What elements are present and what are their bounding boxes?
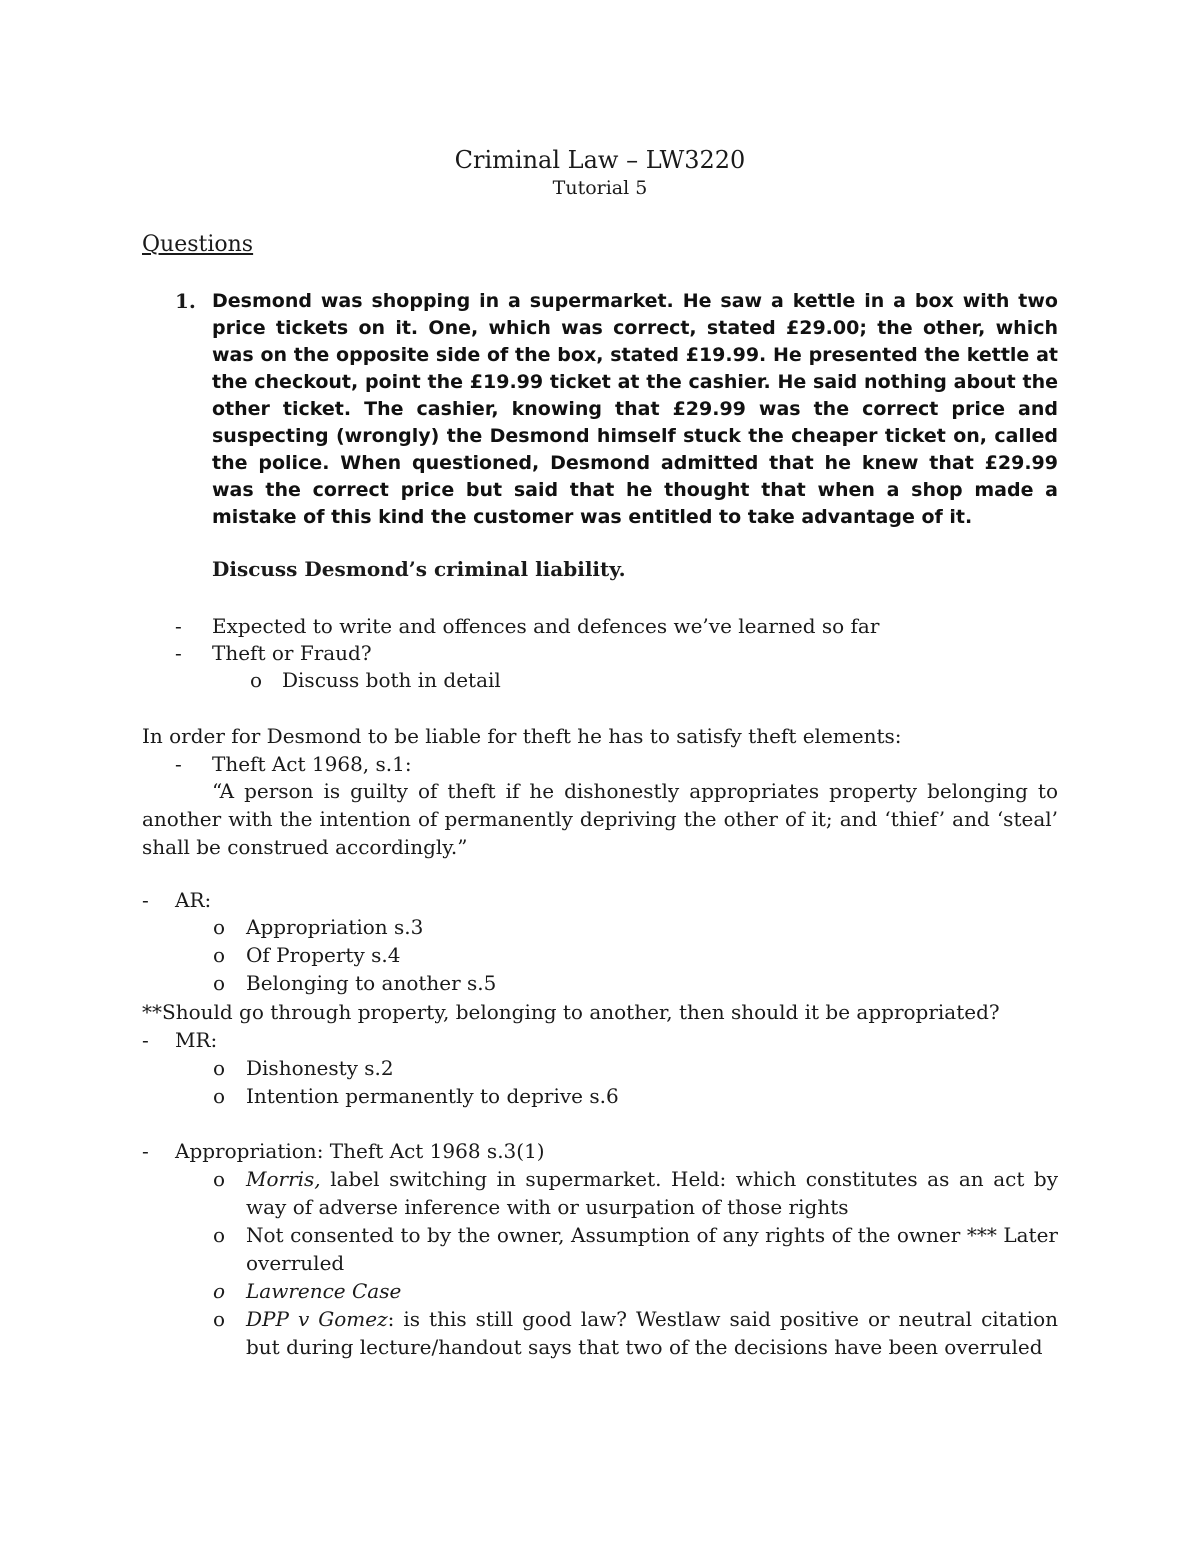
questions-heading: Questions [142,232,254,257]
list-dash: - [175,752,182,776]
mr-item: Intention permanently to deprive s.6 [246,1084,619,1108]
list-bullet: o [213,943,226,967]
list-dash: - [175,641,182,665]
mr-item: Dishonesty s.2 [246,1056,394,1080]
note-expected: Expected to write and offences and defences we’ve learned so far [212,614,880,638]
ar-item: Appropriation s.3 [246,915,424,939]
note-intro: In order for Desmond to be liable for theft he has to satisfy theft elements: [142,724,902,748]
gomez-case-name: DPP v Gomez [246,1307,388,1331]
list-dash: - [142,1139,149,1163]
theft-definition-quote: “A person is guilty of theft if he dishonestly appropriates property belonging to another with the intention of permanently depriving the other of it; and ‘thief’ and ‘steal’ shall be construed accordingly.” [142,779,1058,859]
mr-label: MR: [175,1028,218,1052]
list-bullet: o [213,1307,226,1331]
document-title: Criminal Law – LW3220 [454,146,746,174]
question-number: 1. [175,289,196,313]
not-consented-note: Not consented to by the owner, Assumption of any rights of the owner *** Later overruled [246,1223,1058,1275]
note-theft-act: Theft Act 1968, s.1: [212,752,412,776]
list-dash: - [175,614,182,638]
ar-item: Belonging to another s.5 [246,971,497,995]
ar-label: AR: [175,888,212,912]
list-bullet: o [213,1084,226,1108]
list-bullet: o [213,1167,226,1191]
morris-note [246,1165,1058,1221]
list-bullet: o [213,1279,226,1303]
note-discuss-both: Discuss both in detail [282,668,501,692]
question-text: Desmond was shopping in a supermarket. He saw a kettle in a box with two price tickets on it. One, which was correct, stated £29.00; the other, which was on the opposite side of the box, stated £19.99. He presented the kettle at the checkout, point the £19.99 ticket at the cashier. He said nothing about the other ticket. The cashier, knowing that £29.99 was the correct price and suspecting (wrongly) the Desmond himself stuck the cheaper ticket on, called the police. When questioned, Desmond admitted that he knew that £29.99 was the correct price but said that he thought that when a shop made a mistake of this kind the customer was entitled to take advantage of it. [212,290,1058,528]
lawrence-case: Lawrence Case [246,1279,402,1303]
gomez-text: : is this still good law? Westlaw said positive or neutral citation but during lecture/handout says that two of the decisions have been overruled [246,1307,1058,1359]
list-bullet: o [213,1223,226,1247]
morris-text: label switching in supermarket. Held: which constitutes as an act by way of adverse inference with or usurpation of those rights [246,1167,1058,1219]
list-dash: - [142,1028,149,1052]
gomez-note [246,1305,1058,1361]
question-prompt: Discuss Desmond’s criminal liability. [212,557,626,581]
document-subtitle: Tutorial 5 [552,177,648,199]
list-bullet: o [213,915,226,939]
morris-case-name: Morris, [246,1167,321,1191]
list-bullet: o [250,668,263,692]
note-theft-or-fraud: Theft or Fraud? [212,641,372,665]
appropriation-heading: Appropriation: Theft Act 1968 s.3(1) [175,1139,545,1163]
note-order: **Should go through property, belonging to another, then should it be appropriated? [142,1000,1000,1024]
list-dash: - [142,888,149,912]
list-bullet: o [213,1056,226,1080]
ar-item: Of Property s.4 [246,943,401,967]
list-bullet: o [213,971,226,995]
